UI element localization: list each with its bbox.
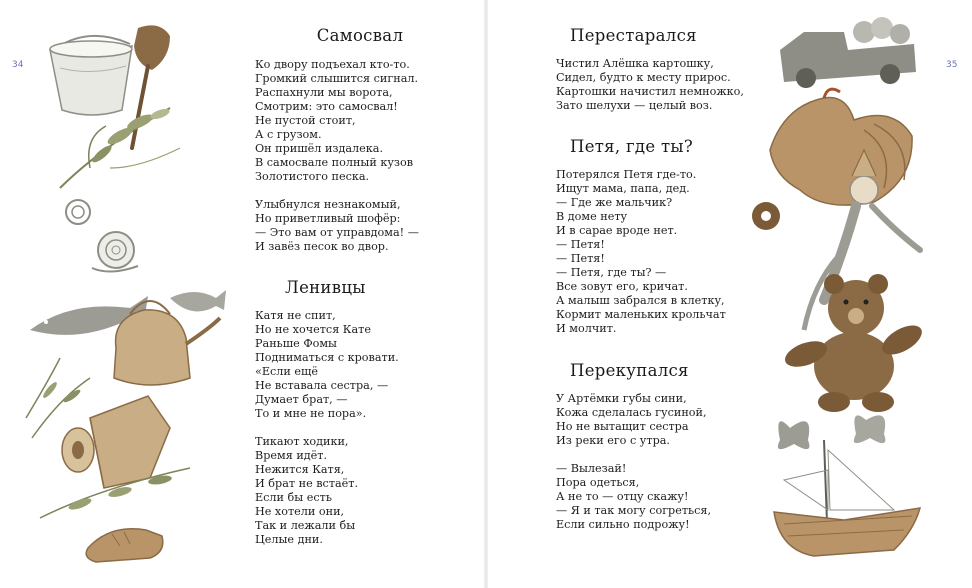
poem-line: Громкий слышится сигнал. — [255, 72, 419, 85]
plant-illustration — [60, 107, 180, 188]
poem-line: Не вставала сестра, — — [255, 379, 389, 392]
poem-line: Кожа сделалась гусиной, — [556, 406, 707, 419]
grass-illustration — [26, 358, 90, 438]
stanza-gap — [255, 421, 465, 435]
shovel-illustration — [132, 25, 170, 148]
poem-line: Ищут мама, папа, дед. — [556, 182, 690, 195]
rooster-toy-illustration — [752, 89, 912, 230]
poem-line: Улыбнулся незнакомый, — [255, 198, 401, 211]
poem-line: Раньше Фомы — [255, 337, 337, 350]
poem-line: Не хотели они, — [255, 505, 345, 518]
poem-line: Тикают ходики, — [255, 435, 349, 448]
poem-line: Так и лежали бы — [255, 519, 356, 532]
poem-line: Если сильно подрожу! — [556, 518, 690, 531]
shoe-illustration — [86, 529, 163, 562]
shell-illustration — [66, 200, 138, 272]
poem-line: — Я и так могу согреться, — [556, 504, 711, 517]
bucket-illustration — [50, 36, 132, 115]
poem-line: «Если ещё — [255, 365, 319, 378]
poem-samosval — [255, 26, 465, 254]
poem-line: Если бы есть — [255, 491, 332, 504]
poem-line: Чистил Алёшка картошку, — [556, 57, 714, 70]
poem-lines — [255, 309, 465, 547]
poem-line: Но не вытащит сестра — [556, 420, 689, 433]
stanza-gap — [255, 184, 465, 198]
poem-line: Зато шелухи — целый воз. — [556, 99, 713, 112]
poem-lines — [556, 392, 756, 532]
poem-perekupalsya — [556, 361, 756, 532]
poem-line: Время идёт. — [255, 449, 328, 462]
right-page — [486, 0, 972, 588]
poem-line: Целые дни. — [255, 533, 323, 546]
page-number-right: 35 — [946, 60, 958, 70]
poem-title: Перекупался — [570, 361, 689, 380]
left-illustrations — [20, 18, 230, 578]
poem-line: А с грузом. — [255, 128, 322, 141]
poem-lines — [255, 58, 465, 254]
poem-perestaralsya — [556, 26, 756, 113]
poem-line: Думает брат, — — [255, 393, 348, 406]
poem-line: Пора одеться, — [556, 476, 640, 489]
poem-line: — Петя! — [556, 238, 605, 251]
poem-line: — Где же мальчик? — [556, 196, 673, 209]
poem-line: И в сарае вроде нет. — [556, 224, 678, 237]
poem-line: — Вылезай! — [556, 462, 627, 475]
poem-line: Смотрим: это самосвал! — [255, 100, 398, 113]
poem-line: Но приветливый шофёр: — [255, 212, 401, 225]
teapot-illustration — [114, 301, 220, 385]
poem-line: И завёз песок во двор. — [255, 240, 389, 253]
poem-line: Золотистого песка. — [255, 170, 370, 183]
poem-line: Подниматься с кровати. — [255, 351, 399, 364]
poem-line: То и мне не пора». — [255, 407, 367, 420]
poem-line: Все зовут его, кричат. — [556, 280, 688, 293]
poem-line: В доме нету — [556, 210, 628, 223]
right-illustrations — [744, 10, 944, 570]
poem-line: А малыш забрался в клетку, — [556, 294, 725, 307]
poem-line: — Это вам от управдома! — — [255, 226, 419, 239]
poem-lines — [556, 168, 756, 336]
poem-line: Картошки начистил немножко, — [556, 85, 744, 98]
poem-line: Сидел, будто к месту прирос. — [556, 71, 731, 84]
poem-lines — [556, 57, 756, 113]
poem-line: Распахнули мы ворота, — [255, 86, 393, 99]
poem-line: Он пришёл издалека. — [255, 142, 384, 155]
poem-line: Из реки его с утра. — [556, 434, 670, 447]
poem-title: Петя, где ты? — [570, 137, 694, 156]
poem-line: И брат не встаёт. — [255, 477, 359, 490]
poem-lenivtsy — [255, 278, 465, 547]
poem-title: Перестарался — [570, 26, 697, 45]
page-number-left: 34 — [12, 60, 24, 70]
poem-petya — [556, 137, 756, 336]
poem-line: А не то — отцу скажу! — [556, 490, 689, 503]
poem-line: — Петя! — [556, 252, 605, 265]
poem-line: — Петя, где ты? — — [556, 266, 667, 279]
poem-title: Ленивцы — [285, 278, 366, 297]
moth-illustration — [778, 415, 886, 449]
poem-line: В самосвале полный кузов — [255, 156, 414, 169]
box-illustration — [62, 396, 170, 488]
stanza-gap — [556, 448, 756, 462]
poem-line: У Артёмки губы сини, — [556, 392, 687, 405]
poem-line: Потерялся Петя где-то. — [556, 168, 697, 181]
ship-illustration — [774, 440, 920, 556]
poem-line: Но не хочется Кате — [255, 323, 371, 336]
poem-line: Не пустой стоит, — [255, 114, 356, 127]
poem-line: Катя не спит, — [255, 309, 336, 322]
teddy-bear-illustration — [782, 274, 927, 412]
toy-truck-illustration — [780, 17, 916, 88]
poem-title: Самосвал — [316, 26, 404, 45]
poem-line: Нежится Катя, — [255, 463, 345, 476]
poem-line: Ко двору подъехал кто-то. — [255, 58, 410, 71]
poem-line: Кормит маленьких крольчат — [556, 308, 726, 321]
poem-line: И молчит. — [556, 322, 617, 335]
